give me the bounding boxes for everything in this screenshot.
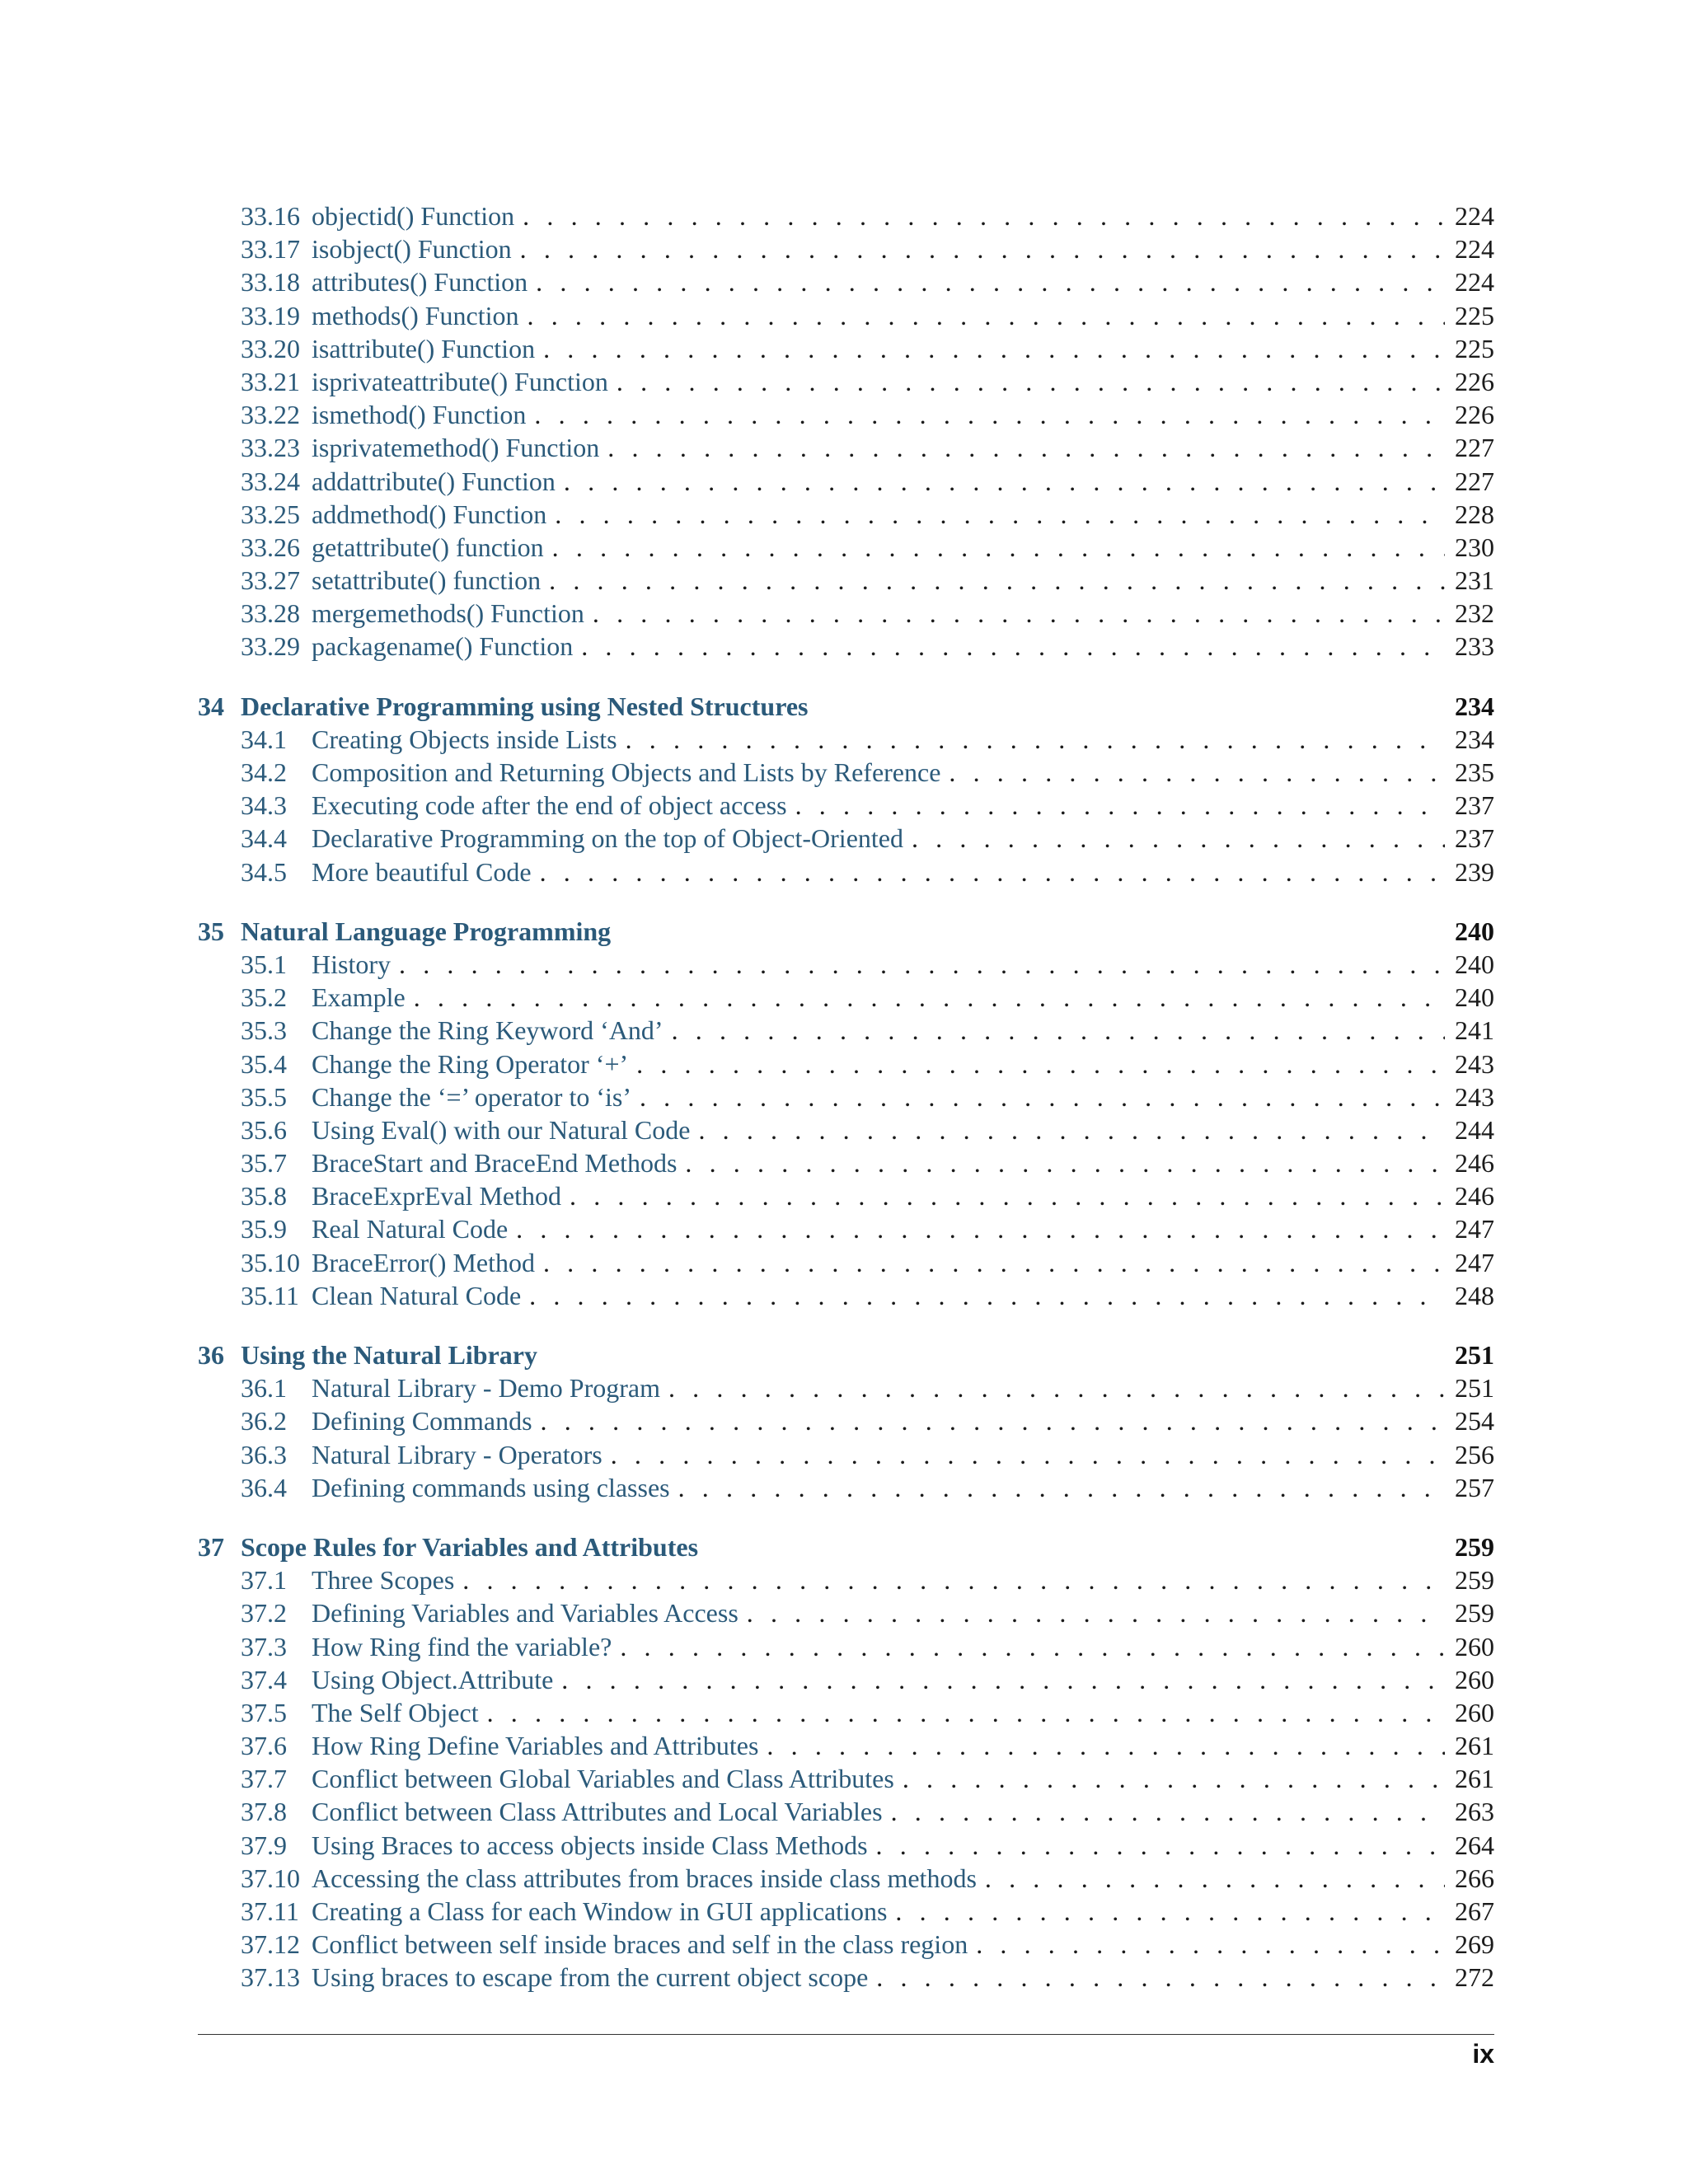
- chapter-page-number: 240: [1455, 916, 1494, 946]
- toc-entry[interactable]: [198, 398, 1494, 431]
- section-number: 33.19: [241, 300, 300, 330]
- toc-entry[interactable]: [198, 1279, 1494, 1312]
- section-title-link[interactable]: Conflict between Class Attributes and Local Variables: [312, 1797, 883, 1827]
- section-number: 34.1: [241, 724, 287, 754]
- section-number: 34.4: [241, 823, 287, 854]
- section-number: 37.7: [241, 1764, 287, 1794]
- section-number: 35.11: [241, 1280, 299, 1310]
- toc-entry[interactable]: [198, 597, 1494, 630]
- toc-entry[interactable]: [198, 981, 1494, 1014]
- dot-leader: [534, 398, 1445, 431]
- section-page-number: 225: [1455, 333, 1494, 363]
- section-title-link[interactable]: More beautiful Code: [312, 856, 532, 887]
- page-folio: ix: [1472, 2039, 1494, 2069]
- section-title-link[interactable]: isobject() Function: [312, 234, 512, 265]
- dot-leader: [555, 498, 1445, 531]
- section-page-number: 246: [1455, 1181, 1494, 1212]
- section-number: 35.9: [241, 1214, 287, 1244]
- dot-leader: [523, 199, 1445, 232]
- toc-entry[interactable]: [198, 1795, 1494, 1828]
- section-number: 37.1: [241, 1565, 287, 1596]
- dot-leader: [617, 365, 1445, 398]
- dot-leader: [912, 822, 1445, 855]
- section-title-link[interactable]: Defining Commands: [312, 1406, 532, 1436]
- dot-leader: [561, 1663, 1445, 1696]
- toc-entry[interactable]: [198, 199, 1494, 232]
- section-title-link[interactable]: isprivatemethod() Function: [312, 433, 600, 463]
- section-number: 35.2: [241, 982, 287, 1013]
- section-title-link[interactable]: Change the Ring Keyword ‘And’: [312, 1015, 663, 1046]
- section-number: 36.4: [241, 1472, 287, 1502]
- section-title-link[interactable]: Composition and Returning Objects and Lists by Reference: [312, 757, 941, 787]
- dot-leader: [570, 1179, 1445, 1212]
- section-title-link[interactable]: Change the ‘=’ operator to ‘is’: [312, 1081, 631, 1112]
- dot-leader: [795, 789, 1445, 822]
- footer-divider: [198, 2034, 1494, 2035]
- section-number: 37.13: [241, 1962, 300, 1993]
- toc-entry[interactable]: [198, 299, 1494, 332]
- section-title-link[interactable]: objectid() Function: [312, 201, 515, 231]
- toc-entry[interactable]: [198, 1895, 1494, 1928]
- section-number: 37.2: [241, 1598, 287, 1629]
- section-title-link[interactable]: Natural Library - Demo Program: [312, 1373, 660, 1404]
- section-title-link[interactable]: History: [312, 949, 391, 979]
- toc-entry[interactable]: [198, 332, 1494, 365]
- toc-chapter-35[interactable]: [198, 915, 1494, 948]
- section-page-number: 227: [1455, 466, 1494, 496]
- section-title-link[interactable]: Using braces to escape from the current object scope: [312, 1962, 869, 1993]
- chapter-title[interactable]: Scope Rules for Variables and Attributes: [241, 1531, 699, 1562]
- section-title-link[interactable]: Defining Variables and Variables Access: [312, 1598, 738, 1629]
- section-page-number: 254: [1455, 1406, 1494, 1436]
- section-page-number: 247: [1455, 1247, 1494, 1277]
- section-page-number: 251: [1455, 1373, 1494, 1404]
- toc-entry[interactable]: [198, 948, 1494, 981]
- section-page-number: 226: [1455, 366, 1494, 396]
- dot-leader: [549, 564, 1445, 597]
- section-page-number: 240: [1455, 982, 1494, 1013]
- section-number: 37.8: [241, 1797, 287, 1827]
- toc-entry[interactable]: [198, 789, 1494, 822]
- chapter-page-number: 259: [1455, 1531, 1494, 1562]
- section-page-number: 237: [1455, 790, 1494, 821]
- dot-leader: [876, 1961, 1445, 1994]
- chapter-title[interactable]: Declarative Programming using Nested Structures: [241, 691, 809, 721]
- dot-leader: [541, 1404, 1445, 1437]
- section-page-number: 257: [1455, 1472, 1494, 1502]
- table-of-contents: [198, 199, 1494, 1994]
- dot-leader: [949, 756, 1445, 789]
- chapter-number: 35: [198, 916, 224, 946]
- section-number: 33.25: [241, 499, 300, 529]
- dot-leader: [399, 948, 1445, 981]
- dot-leader: [540, 855, 1445, 888]
- section-page-number: 240: [1455, 949, 1494, 979]
- section-title-link[interactable]: How Ring Define Variables and Attributes: [312, 1731, 759, 1761]
- toc-entry[interactable]: [198, 1663, 1494, 1696]
- section-title-link[interactable]: Using Eval() with our Natural Code: [312, 1114, 691, 1145]
- section-page-number: 230: [1455, 532, 1494, 562]
- toc-entry[interactable]: [198, 822, 1494, 855]
- section-number: 37.6: [241, 1731, 287, 1761]
- toc-entry[interactable]: [198, 1829, 1494, 1862]
- section-number: 35.3: [241, 1015, 287, 1046]
- section-number: 33.28: [241, 598, 300, 629]
- dot-leader: [536, 265, 1445, 298]
- toc-entry[interactable]: [198, 1630, 1494, 1663]
- chapter-number: 37: [198, 1531, 224, 1562]
- toc-entry[interactable]: [198, 1438, 1494, 1471]
- dot-leader: [876, 1829, 1445, 1862]
- section-page-number: 227: [1455, 433, 1494, 463]
- section-page-number: 233: [1455, 631, 1494, 662]
- section-title-link[interactable]: methods() Function: [312, 300, 519, 330]
- section-number: 33.22: [241, 400, 300, 430]
- toc-entry[interactable]: [198, 1696, 1494, 1729]
- section-title-link[interactable]: Example: [312, 982, 406, 1013]
- section-number: 37.12: [241, 1929, 300, 1960]
- toc-entry[interactable]: [198, 1729, 1494, 1762]
- section-page-number: 261: [1455, 1764, 1494, 1794]
- dot-leader: [414, 981, 1445, 1014]
- toc-entry[interactable]: [198, 1961, 1494, 1994]
- dot-leader: [685, 1146, 1445, 1179]
- section-page-number: 234: [1455, 724, 1494, 754]
- section-number: 35.8: [241, 1181, 287, 1212]
- section-title-link[interactable]: The Self Object: [312, 1697, 479, 1727]
- section-title-link[interactable]: Accessing the class attributes from braces inside class methods: [312, 1863, 977, 1893]
- dot-leader: [767, 1729, 1445, 1762]
- section-title-link[interactable]: Defining commands using classes: [312, 1472, 670, 1502]
- dot-leader: [985, 1862, 1445, 1895]
- dot-leader: [543, 332, 1445, 365]
- section-title-link[interactable]: Change the Ring Operator ‘+’: [312, 1048, 629, 1079]
- section-number: 37.10: [241, 1863, 300, 1893]
- toc-entry[interactable]: [198, 723, 1494, 756]
- section-page-number: 224: [1455, 267, 1494, 298]
- toc-entry[interactable]: [198, 1762, 1494, 1795]
- section-number: 34.2: [241, 757, 287, 787]
- section-title-link[interactable]: BraceError() Method: [312, 1247, 535, 1277]
- dot-leader: [611, 1438, 1445, 1471]
- section-number: 33.21: [241, 366, 300, 396]
- section-title-link[interactable]: Natural Library - Operators: [312, 1439, 603, 1469]
- dot-leader: [636, 1047, 1445, 1080]
- section-number: 36.1: [241, 1373, 287, 1404]
- toc-entry[interactable]: [198, 564, 1494, 597]
- section-title-link[interactable]: Three Scopes: [312, 1565, 455, 1596]
- section-title-link[interactable]: How Ring find the variable?: [312, 1631, 612, 1661]
- section-page-number: 225: [1455, 300, 1494, 330]
- dot-leader: [976, 1928, 1445, 1961]
- section-title-link[interactable]: Using Object.Attribute: [312, 1664, 554, 1694]
- section-number: 33.16: [241, 201, 300, 231]
- section-title-link[interactable]: getattribute() function: [312, 532, 544, 562]
- section-page-number: 248: [1455, 1280, 1494, 1310]
- section-page-number: 226: [1455, 400, 1494, 430]
- dot-leader: [672, 1014, 1445, 1047]
- section-number: 35.6: [241, 1114, 287, 1145]
- section-number: 37.5: [241, 1697, 287, 1727]
- section-page-number: 228: [1455, 499, 1494, 529]
- toc-entry[interactable]: [198, 531, 1494, 564]
- section-page-number: 247: [1455, 1214, 1494, 1244]
- section-title-link[interactable]: BraceExprEval Method: [312, 1181, 561, 1212]
- section-number: 33.29: [241, 631, 300, 662]
- section-title-link[interactable]: mergemethods() Function: [312, 598, 584, 629]
- section-title-link[interactable]: addattribute() Function: [312, 466, 556, 496]
- dot-leader: [620, 1630, 1445, 1663]
- chapter-title[interactable]: Natural Language Programming: [241, 916, 612, 946]
- section-title-link[interactable]: isattribute() Function: [312, 333, 536, 363]
- section-number: 33.17: [241, 234, 300, 265]
- section-page-number: 243: [1455, 1048, 1494, 1079]
- toc-entry[interactable]: [198, 1113, 1494, 1146]
- toc-entry[interactable]: [198, 265, 1494, 298]
- toc-entry[interactable]: [198, 1371, 1494, 1404]
- section-page-number: 272: [1455, 1962, 1494, 1993]
- dot-leader: [462, 1563, 1445, 1596]
- toc-entry[interactable]: [198, 365, 1494, 398]
- section-page-number: 260: [1455, 1697, 1494, 1727]
- section-page-number: 244: [1455, 1114, 1494, 1145]
- dot-leader: [895, 1895, 1445, 1928]
- section-number: 33.20: [241, 333, 300, 363]
- section-number: 37.11: [241, 1896, 299, 1926]
- section-number: 33.27: [241, 565, 300, 596]
- section-number: 33.24: [241, 466, 300, 496]
- chapter-number: 36: [198, 1340, 224, 1370]
- toc-entry[interactable]: [198, 232, 1494, 265]
- section-page-number: 239: [1455, 856, 1494, 887]
- section-title-link[interactable]: isprivateattribute() Function: [312, 366, 608, 396]
- toc-chapter-34[interactable]: [198, 690, 1494, 723]
- section-title-link[interactable]: ismethod() Function: [312, 400, 527, 430]
- section-title-link[interactable]: setattribute() function: [312, 565, 542, 596]
- toc-entry[interactable]: [198, 1047, 1494, 1080]
- section-number: 33.26: [241, 532, 300, 562]
- dot-leader: [520, 232, 1445, 265]
- section-title-link[interactable]: Creating Objects inside Lists: [312, 724, 617, 754]
- toc-entry[interactable]: [198, 1928, 1494, 1961]
- toc-entry[interactable]: [198, 1179, 1494, 1212]
- section-page-number: 256: [1455, 1439, 1494, 1469]
- chapter-page-number: 234: [1455, 691, 1494, 721]
- section-page-number: 259: [1455, 1565, 1494, 1596]
- toc-entry[interactable]: [198, 1563, 1494, 1596]
- toc-entry[interactable]: [198, 756, 1494, 789]
- section-page-number: 266: [1455, 1863, 1494, 1893]
- dot-leader: [640, 1080, 1445, 1113]
- section-number: 36.2: [241, 1406, 287, 1436]
- section-number: 37.3: [241, 1631, 287, 1661]
- section-number: 35.7: [241, 1148, 287, 1179]
- dot-leader: [529, 1279, 1445, 1312]
- toc-chapter-37[interactable]: [198, 1530, 1494, 1563]
- dot-leader: [593, 597, 1445, 630]
- section-page-number: 263: [1455, 1797, 1494, 1827]
- toc-chapter-36[interactable]: [198, 1338, 1494, 1371]
- section-number: 35.10: [241, 1247, 300, 1277]
- section-page-number: 267: [1455, 1896, 1494, 1926]
- chapter-title[interactable]: Using the Natural Library: [241, 1340, 537, 1370]
- section-page-number: 243: [1455, 1081, 1494, 1112]
- section-page-number: 224: [1455, 234, 1494, 265]
- dot-leader: [626, 723, 1445, 756]
- section-title-link[interactable]: BraceStart and BraceEnd Methods: [312, 1148, 678, 1179]
- toc-entry[interactable]: [198, 1080, 1494, 1113]
- section-page-number: 232: [1455, 598, 1494, 629]
- dot-leader: [528, 299, 1445, 332]
- section-title-link[interactable]: Creating a Class for each Window in GUI applications: [312, 1896, 888, 1926]
- toc-entry[interactable]: [198, 1146, 1494, 1179]
- dot-leader: [903, 1762, 1445, 1795]
- toc-entry[interactable]: [198, 1246, 1494, 1279]
- toc-entry[interactable]: [198, 630, 1494, 663]
- chapter-page-number: 251: [1455, 1340, 1494, 1370]
- section-number: 37.4: [241, 1664, 287, 1694]
- section-title-link[interactable]: packagename() Function: [312, 631, 574, 662]
- section-page-number: 246: [1455, 1148, 1494, 1179]
- section-number: 35.4: [241, 1048, 287, 1079]
- section-page-number: 231: [1455, 565, 1494, 596]
- section-number: 34.5: [241, 856, 287, 887]
- dot-leader: [516, 1212, 1445, 1245]
- section-title-link[interactable]: Clean Natural Code: [312, 1280, 522, 1310]
- section-number: 33.23: [241, 433, 300, 463]
- section-page-number: 269: [1455, 1929, 1494, 1960]
- section-number: 37.9: [241, 1830, 287, 1860]
- dot-leader: [487, 1696, 1445, 1729]
- toc-entry[interactable]: [198, 498, 1494, 531]
- toc-entry[interactable]: [198, 1212, 1494, 1245]
- toc-entry[interactable]: [198, 1471, 1494, 1504]
- toc-entry[interactable]: [198, 855, 1494, 888]
- dot-leader: [747, 1596, 1445, 1629]
- toc-entry[interactable]: [198, 1596, 1494, 1629]
- section-page-number: 260: [1455, 1664, 1494, 1694]
- section-title-link[interactable]: Executing code after the end of object access: [312, 790, 787, 821]
- section-title-link[interactable]: Conflict between Global Variables and Class Attributes: [312, 1764, 894, 1794]
- dot-leader: [552, 531, 1445, 564]
- toc-entry[interactable]: [198, 431, 1494, 464]
- section-page-number: 241: [1455, 1015, 1494, 1046]
- section-page-number: 259: [1455, 1598, 1494, 1629]
- section-page-number: 237: [1455, 823, 1494, 854]
- section-title-link[interactable]: Real Natural Code: [312, 1214, 509, 1244]
- toc-entry[interactable]: [198, 1862, 1494, 1895]
- section-number: 35.5: [241, 1081, 287, 1112]
- section-number: 35.1: [241, 949, 287, 979]
- section-number: 34.3: [241, 790, 287, 821]
- dot-leader: [564, 465, 1445, 498]
- section-page-number: 261: [1455, 1731, 1494, 1761]
- dot-leader: [678, 1471, 1445, 1504]
- dot-leader: [698, 1113, 1445, 1146]
- toc-entry[interactable]: [198, 465, 1494, 498]
- toc-entry[interactable]: [198, 1404, 1494, 1437]
- section-title-link[interactable]: Declarative Programming on the top of Object-Oriented: [312, 823, 903, 854]
- section-number: 33.18: [241, 267, 300, 298]
- dot-leader: [581, 630, 1445, 663]
- dot-leader: [607, 431, 1445, 464]
- section-title-link[interactable]: attributes() Function: [312, 267, 528, 298]
- toc-entry[interactable]: [198, 1014, 1494, 1047]
- section-page-number: 235: [1455, 757, 1494, 787]
- section-number: 36.3: [241, 1439, 287, 1469]
- section-title-link[interactable]: addmethod() Function: [312, 499, 547, 529]
- section-page-number: 264: [1455, 1830, 1494, 1860]
- dot-leader: [668, 1371, 1445, 1404]
- section-page-number: 224: [1455, 201, 1494, 231]
- chapter-number: 34: [198, 691, 224, 721]
- dot-leader: [891, 1795, 1445, 1828]
- section-page-number: 260: [1455, 1631, 1494, 1661]
- section-title-link[interactable]: Conflict between self inside braces and self in the class region: [312, 1929, 968, 1960]
- dot-leader: [543, 1246, 1445, 1279]
- section-title-link[interactable]: Using Braces to access objects inside Class Methods: [312, 1830, 868, 1860]
